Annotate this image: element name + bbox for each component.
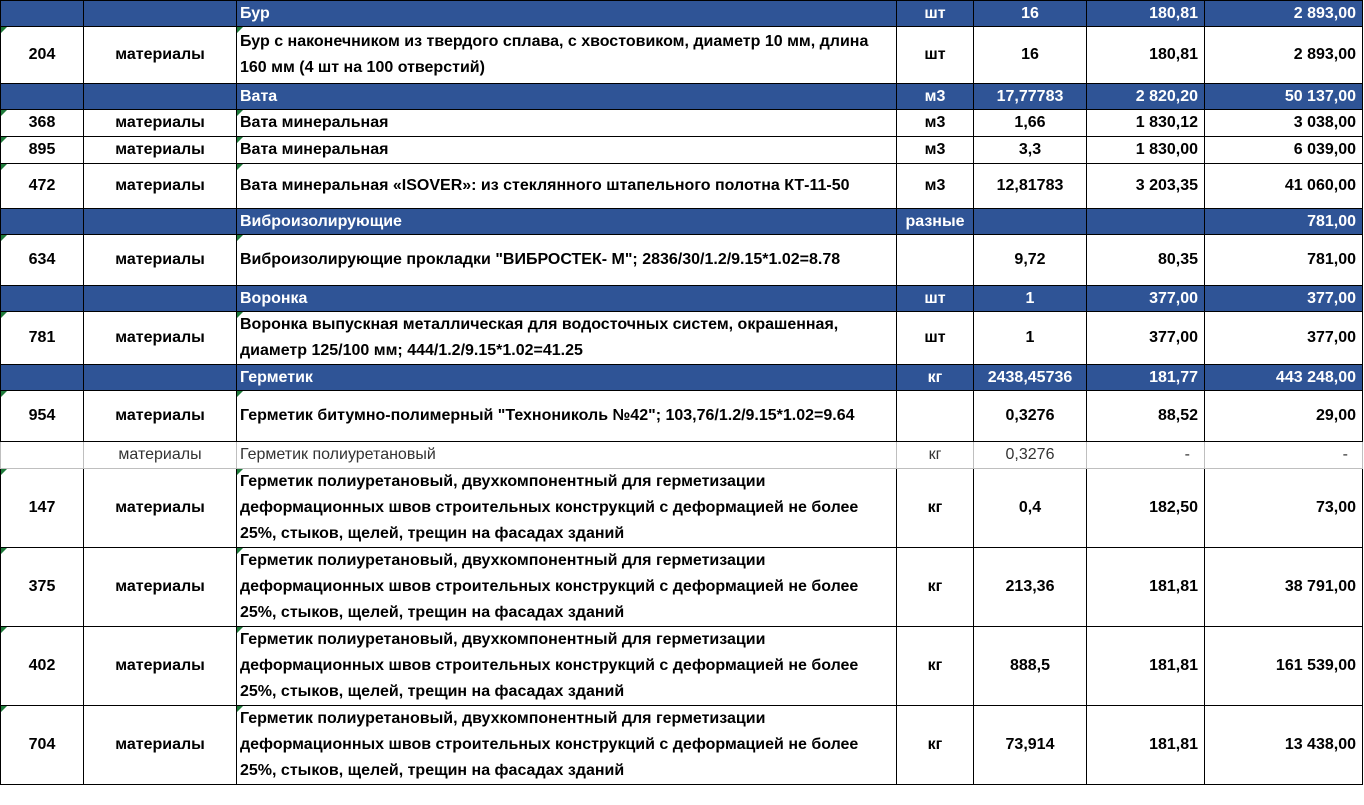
cell-price bbox=[1087, 209, 1205, 235]
table-row bbox=[1, 110, 1363, 137]
cell-unit: разные bbox=[897, 209, 974, 235]
cell-price: 181,77 bbox=[1087, 365, 1205, 391]
cell-total: 377,00 bbox=[1205, 286, 1363, 312]
cell-price: 80,35 bbox=[1087, 235, 1205, 286]
group-row bbox=[1, 209, 1363, 235]
table-row bbox=[1, 627, 1363, 706]
cell-price: 181,81 bbox=[1087, 548, 1205, 627]
cell-unit: шт bbox=[897, 312, 974, 365]
cell-number: 375 bbox=[1, 548, 84, 627]
cell-total: 13 438,00 bbox=[1205, 706, 1363, 785]
cell-number: 402 bbox=[1, 627, 84, 706]
cell-total: 6 039,00 bbox=[1205, 137, 1363, 164]
table-row bbox=[1, 235, 1363, 286]
cell-number: 634 bbox=[1, 235, 84, 286]
cell-source: материалы bbox=[84, 110, 237, 137]
cell-quantity bbox=[974, 209, 1087, 235]
cell-quantity: 16 bbox=[974, 27, 1087, 84]
cell-total: 161 539,00 bbox=[1205, 627, 1363, 706]
cell-total: 41 060,00 bbox=[1205, 164, 1363, 209]
table-row bbox=[1, 469, 1363, 548]
cell-number bbox=[1, 442, 84, 469]
cell-unit: кг bbox=[897, 365, 974, 391]
cell-price: - bbox=[1087, 442, 1205, 469]
cell-name: Герметик полиуретановый, двухкомпонентный для герметизации деформационных швов строительных конструкций с деформацией не более 25%, стыков, щелей, трещин на фасадах зданий bbox=[237, 469, 897, 548]
cell-source bbox=[84, 286, 237, 312]
cell-name: Герметик битумно-полимерный "Технониколь №42"; 103,76/1.2/9.15*1.02=9.64 bbox=[237, 391, 897, 442]
cell-number: 895 bbox=[1, 137, 84, 164]
cell-unit: кг bbox=[897, 469, 974, 548]
cell-price: 1 830,00 bbox=[1087, 137, 1205, 164]
cell-unit: шт bbox=[897, 27, 974, 84]
cell-source: материалы bbox=[84, 469, 237, 548]
cell-number: 204 bbox=[1, 27, 84, 84]
cell-number: 781 bbox=[1, 312, 84, 365]
group-row bbox=[1, 84, 1363, 110]
cell-source: материалы bbox=[84, 391, 237, 442]
cell-number bbox=[1, 286, 84, 312]
cell-unit: шт bbox=[897, 286, 974, 312]
cell-unit: м3 bbox=[897, 110, 974, 137]
cell-total: - bbox=[1205, 442, 1363, 469]
cell-source: материалы bbox=[84, 442, 237, 469]
cell-name: Герметик полиуретановый bbox=[237, 442, 897, 469]
cell-quantity: 12,81783 bbox=[974, 164, 1087, 209]
cell-price: 3 203,35 bbox=[1087, 164, 1205, 209]
group-row bbox=[1, 365, 1363, 391]
cell-quantity: 1 bbox=[974, 312, 1087, 365]
cell-number bbox=[1, 1, 84, 27]
cell-price: 182,50 bbox=[1087, 469, 1205, 548]
cell-source: материалы bbox=[84, 137, 237, 164]
cell-price: 181,81 bbox=[1087, 627, 1205, 706]
cell-number: 472 bbox=[1, 164, 84, 209]
table-row bbox=[1, 27, 1363, 84]
cell-source bbox=[84, 209, 237, 235]
cell-price: 2 820,20 bbox=[1087, 84, 1205, 110]
cell-source: материалы bbox=[84, 27, 237, 84]
cell-total: 377,00 bbox=[1205, 312, 1363, 365]
cell-quantity: 2438,45736 bbox=[974, 365, 1087, 391]
cell-quantity: 888,5 bbox=[974, 627, 1087, 706]
cell-total: 781,00 bbox=[1205, 235, 1363, 286]
table-row bbox=[1, 137, 1363, 164]
cell-name: Воронка выпускная металлическая для водосточных систем, окрашенная, диаметр 125/100 мм; 444/1.2/9.15*1.02=41.25 bbox=[237, 312, 897, 365]
cell-quantity: 0,4 bbox=[974, 469, 1087, 548]
cell-number: 704 bbox=[1, 706, 84, 785]
cell-name: Вата bbox=[237, 84, 897, 110]
cell-quantity: 73,914 bbox=[974, 706, 1087, 785]
cell-quantity: 1 bbox=[974, 286, 1087, 312]
cell-source: материалы bbox=[84, 164, 237, 209]
cell-source bbox=[84, 365, 237, 391]
cell-name: Герметик полиуретановый, двухкомпонентный для герметизации деформационных швов строительных конструкций с деформацией не более 25%, стыков, щелей, трещин на фасадах зданий bbox=[237, 706, 897, 785]
cell-name: Воронка bbox=[237, 286, 897, 312]
cell-source: материалы bbox=[84, 312, 237, 365]
cell-name: Виброизолирующие прокладки "ВИБРОСТЕК- М"; 2836/30/1.2/9.15*1.02=8.78 bbox=[237, 235, 897, 286]
cell-quantity: 16 bbox=[974, 1, 1087, 27]
cell-quantity: 1,66 bbox=[974, 110, 1087, 137]
cell-price: 88,52 bbox=[1087, 391, 1205, 442]
cell-source: материалы bbox=[84, 627, 237, 706]
cell-source bbox=[84, 1, 237, 27]
cell-price: 181,81 bbox=[1087, 706, 1205, 785]
cell-total: 443 248,00 bbox=[1205, 365, 1363, 391]
cell-name: Виброизолирующие bbox=[237, 209, 897, 235]
table-row bbox=[1, 548, 1363, 627]
cell-number: 147 bbox=[1, 469, 84, 548]
group-row bbox=[1, 1, 1363, 27]
cell-quantity: 0,3276 bbox=[974, 391, 1087, 442]
cell-name: Герметик bbox=[237, 365, 897, 391]
cell-unit: кг bbox=[897, 706, 974, 785]
cell-name: Бур с наконечником из твердого сплава, с хвостовиком, диаметр 10 мм, длина 160 мм (4 шт на 100 отверстий) bbox=[237, 27, 897, 84]
cell-quantity: 0,3276 bbox=[974, 442, 1087, 469]
table-row bbox=[1, 706, 1363, 785]
cell-name: Герметик полиуретановый, двухкомпонентный для герметизации деформационных швов строительных конструкций с деформацией не более 25%, стыков, щелей, трещин на фасадах зданий bbox=[237, 627, 897, 706]
cell-total: 3 038,00 bbox=[1205, 110, 1363, 137]
cell-price: 180,81 bbox=[1087, 27, 1205, 84]
cell-number bbox=[1, 209, 84, 235]
cell-unit: кг bbox=[897, 627, 974, 706]
cell-name: Вата минеральная bbox=[237, 110, 897, 137]
cell-source: материалы bbox=[84, 235, 237, 286]
cell-source: материалы bbox=[84, 548, 237, 627]
cell-unit: шт bbox=[897, 1, 974, 27]
cell-total: 29,00 bbox=[1205, 391, 1363, 442]
cell-quantity: 9,72 bbox=[974, 235, 1087, 286]
cell-name: Герметик полиуретановый, двухкомпонентный для герметизации деформационных швов строительных конструкций с деформацией не более 25%, стыков, щелей, трещин на фасадах зданий bbox=[237, 548, 897, 627]
cell-name: Бур bbox=[237, 1, 897, 27]
cell-unit bbox=[897, 235, 974, 286]
cell-total: 73,00 bbox=[1205, 469, 1363, 548]
cell-price: 377,00 bbox=[1087, 312, 1205, 365]
cell-unit: кг bbox=[897, 442, 974, 469]
cell-quantity: 3,3 bbox=[974, 137, 1087, 164]
cell-name: Вата минеральная «ISOVER»: из стеклянного штапельного полотна КТ-11-50 bbox=[237, 164, 897, 209]
cell-unit: м3 bbox=[897, 164, 974, 209]
cell-source bbox=[84, 84, 237, 110]
table-body bbox=[1, 1, 1363, 785]
table-row bbox=[1, 442, 1363, 469]
cell-total: 781,00 bbox=[1205, 209, 1363, 235]
cell-number: 368 bbox=[1, 110, 84, 137]
cell-name: Вата минеральная bbox=[237, 137, 897, 164]
cell-source: материалы bbox=[84, 706, 237, 785]
cell-quantity: 17,77783 bbox=[974, 84, 1087, 110]
cell-total: 2 893,00 bbox=[1205, 1, 1363, 27]
cell-number bbox=[1, 365, 84, 391]
cell-total: 50 137,00 bbox=[1205, 84, 1363, 110]
cell-unit: кг bbox=[897, 548, 974, 627]
cell-price: 377,00 bbox=[1087, 286, 1205, 312]
cell-quantity: 213,36 bbox=[974, 548, 1087, 627]
cell-number bbox=[1, 84, 84, 110]
cell-price: 180,81 bbox=[1087, 1, 1205, 27]
group-row bbox=[1, 286, 1363, 312]
cell-number: 954 bbox=[1, 391, 84, 442]
table-row bbox=[1, 312, 1363, 365]
table-row bbox=[1, 391, 1363, 442]
cell-total: 2 893,00 bbox=[1205, 27, 1363, 84]
table-row bbox=[1, 164, 1363, 209]
cell-price: 1 830,12 bbox=[1087, 110, 1205, 137]
cell-unit bbox=[897, 391, 974, 442]
cell-unit: м3 bbox=[897, 84, 974, 110]
cell-unit: м3 bbox=[897, 137, 974, 164]
cell-total: 38 791,00 bbox=[1205, 548, 1363, 627]
